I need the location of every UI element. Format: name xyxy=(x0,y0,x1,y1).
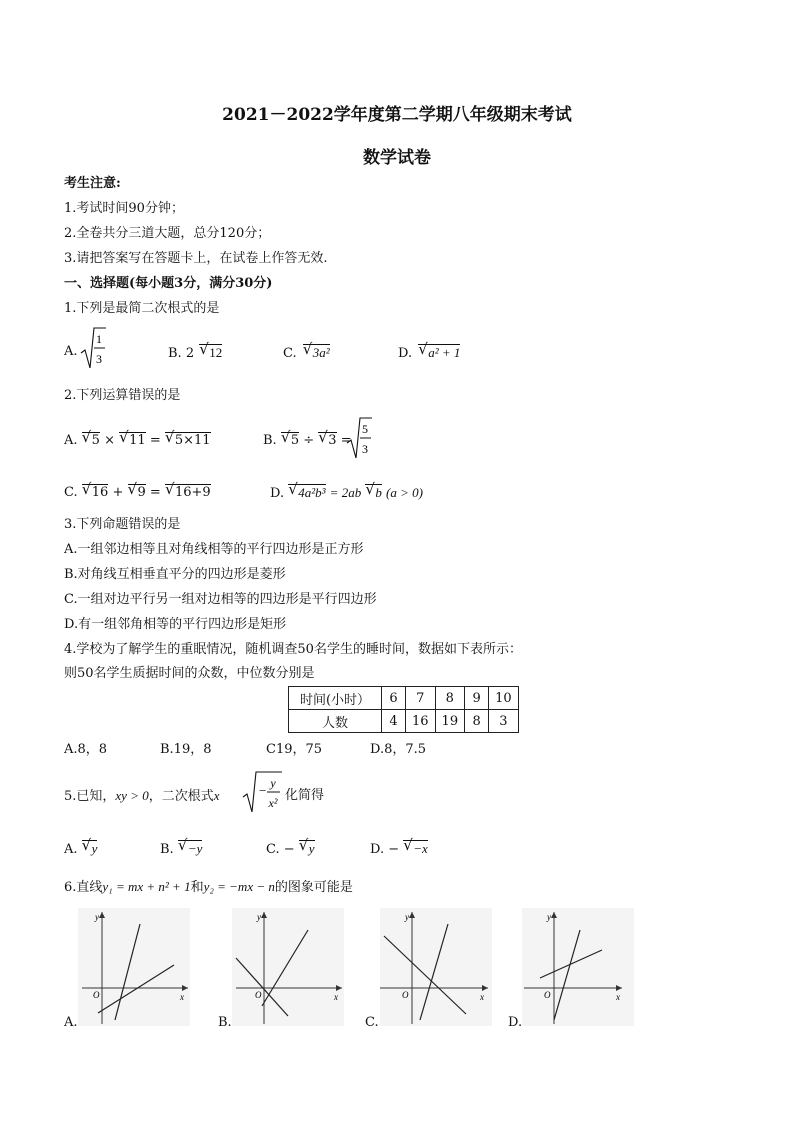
q4-stem: 4.学校为了解学生的重眠情况，随机调查50名学生的睡时间，数据如下表所示： xyxy=(64,642,522,657)
q6-stem: 6.直线y₁ = mx + n² + 1和y₂ = −mx − n的图象可能是 xyxy=(64,879,353,895)
svg-text:O: O xyxy=(402,990,409,1000)
y-axis-label: y xyxy=(95,912,99,922)
q6-eq2: y₂ = −mx − n xyxy=(203,879,275,894)
q3-option-c: C.一组对边平行另一组对边相等的四边形是平行四边形 xyxy=(64,592,377,607)
q1-option-c: C. √ 3a² xyxy=(283,340,330,361)
q2-option-d: D. √ 4a²b³ = 2ab √ b (a > 0) xyxy=(270,480,423,501)
q2-stem: 2.下列运算错误的是 xyxy=(64,388,181,403)
option-label: B. 2 xyxy=(168,346,195,361)
svg-text:3: 3 xyxy=(362,442,368,456)
q3-option-a: A.一组邻边相等且对角线相等的平行四边形是正方形 xyxy=(64,542,364,557)
table-cell: 7 xyxy=(406,687,436,710)
q5-option-d: D. − √ −x xyxy=(370,836,428,857)
q4-option-a: A.8，8 xyxy=(64,742,108,757)
q6-graph-a xyxy=(78,908,190,1026)
table-cell: 4 xyxy=(382,710,406,733)
svg-text:x: x xyxy=(480,992,484,1002)
exam-subtitle: 数学试卷 xyxy=(363,148,431,168)
table-header-cell: 时间(小时） xyxy=(289,687,382,710)
q5-option-b: B. √ −y xyxy=(160,836,203,857)
q2-option-a: A. √ 5 × √ 11 = √ 5×11 xyxy=(64,428,211,448)
table-cell: 6 xyxy=(382,687,406,710)
section-heading: 一、选择题(每小题3分，满分30分) xyxy=(64,276,273,291)
notice-item: 3.请把答案写在答题卡上，在试卷上作答无效. xyxy=(64,251,328,266)
q6-label-a: A. xyxy=(64,1015,78,1030)
x-axis-label: x xyxy=(180,992,184,1002)
svg-text:y: y xyxy=(547,912,551,922)
svg-text:x²: x² xyxy=(268,796,278,810)
svg-text:−: − xyxy=(259,783,267,798)
svg-text:y: y xyxy=(270,776,276,790)
notice-item: 2.全卷共分三道大题，总分120分； xyxy=(64,226,271,241)
q2-b-radical xyxy=(346,416,372,462)
notice-heading: 考生注意: xyxy=(64,176,121,191)
table-cell: 8 xyxy=(435,687,465,710)
q4-option-b: B.19，8 xyxy=(160,742,212,757)
svg-text:O: O xyxy=(255,990,262,1000)
option-label: D. xyxy=(398,346,413,361)
q3-option-d: D.有一组邻角相等的平行四边形是矩形 xyxy=(64,617,287,632)
notice-item: 1.考试时间90分钟； xyxy=(64,201,184,216)
q5-stem: 5.已知，xy > 0，二次根式x xyxy=(64,788,220,804)
q4-data-table xyxy=(288,686,519,733)
table-cell: 9 xyxy=(465,687,489,710)
q6-graph-b xyxy=(232,908,344,1026)
q4-option-d: D.8，7.5 xyxy=(370,742,427,757)
table-cell: 19 xyxy=(435,710,465,733)
option-label: A. xyxy=(64,344,78,359)
q6-label-b: B. xyxy=(218,1015,232,1030)
q1-option-b: B. 2 √ 12 xyxy=(168,340,223,361)
q5-option-c: C. − √ y xyxy=(266,836,315,857)
svg-text:y: y xyxy=(405,912,409,922)
svg-text:y: y xyxy=(257,912,261,922)
option-label: C. xyxy=(283,346,297,361)
q4-option-c: C19，75 xyxy=(266,742,323,757)
table-cell: 3 xyxy=(489,710,519,733)
table-cell: 16 xyxy=(406,710,436,733)
origin-label: O xyxy=(93,990,100,1000)
q6-graph-d xyxy=(522,908,634,1026)
exam-title: 2021－2022学年度第二学期八年级期末考试 xyxy=(222,105,572,125)
q1-a-numerator: 1 xyxy=(96,332,102,346)
svg-text:5: 5 xyxy=(362,422,368,436)
q4-stem-2: 则50名学生质据时间的众数，中位数分别是 xyxy=(64,666,315,681)
q5-condition: xy > 0 xyxy=(115,788,149,803)
svg-text:x: x xyxy=(334,992,338,1002)
table-header-cell: 人数 xyxy=(289,710,382,733)
q6-label-c: C. xyxy=(365,1015,379,1030)
q1-a-denominator: 3 xyxy=(96,352,102,366)
q2-option-b: B. √ 5 ÷ √ 3 = xyxy=(263,428,352,448)
table-cell: 10 xyxy=(489,687,519,710)
q6-label-d: D. xyxy=(508,1015,523,1030)
q1-option-a xyxy=(64,344,78,360)
table-cell: 8 xyxy=(465,710,489,733)
q6-graph-c xyxy=(380,908,492,1026)
q5-stem-post: 化简得 xyxy=(285,788,325,803)
q1-a-radical xyxy=(80,326,106,372)
table-row xyxy=(289,687,519,710)
q2-option-c: C. √ 16 + √ 9 = √ 16+9 xyxy=(64,480,211,500)
q3-stem: 3.下列命题错误的是 xyxy=(64,517,181,532)
q1-option-d: D. √ a² + 1 xyxy=(398,340,461,361)
q3-option-b: B.对角线互相垂直平分的四边形是菱形 xyxy=(64,567,286,582)
q6-eq1: y₁ = mx + n² + 1 xyxy=(102,879,191,894)
svg-text:O: O xyxy=(544,990,551,1000)
q5-radical xyxy=(242,770,282,816)
svg-text:x: x xyxy=(616,992,620,1002)
q1-stem: 1.下列是最简二次根式的是 xyxy=(64,301,220,316)
q5-option-a: A. √ y xyxy=(64,836,98,857)
table-row xyxy=(289,710,519,733)
